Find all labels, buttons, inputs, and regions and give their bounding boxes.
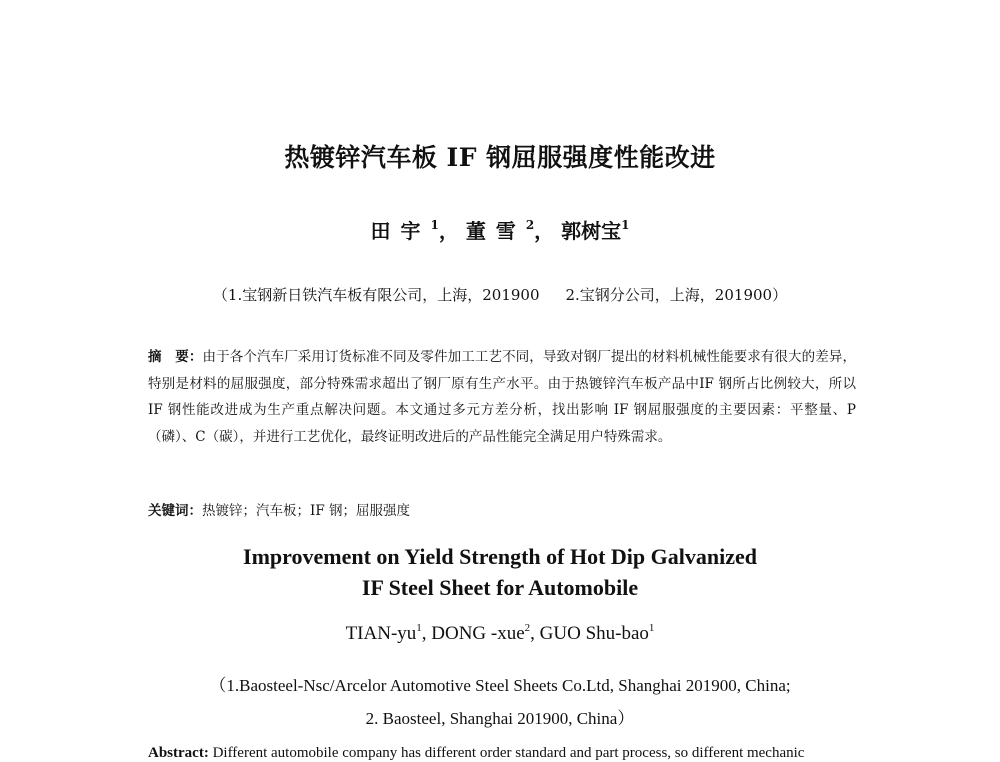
chinese-affiliations [0,284,1000,305]
english-abstract-text: Different automobile company has different order standard and part process, so different mechanic [212,745,805,761]
chinese-abstract-text: 由于各个汽车厂采用订货标准不同及零件加工工艺不同，导致对钢厂提出的材料机械性能要求有很大的差异，特别是材料的屈服强度，部分特殊需求超出了钢厂原有生产水平。由于热镀锌汽车板产品中IF 钢所占比例较大，所以 IF 钢性能改进成为生产重点解决问题。本文通过多元方差分析，找出影响 IF 钢屈服强度的主要因素：平整量、P（磷）、C（碳），并进行工艺优化，最终证明改进后的产品性能完全满足用户特殊需求。 [148,349,857,445]
chinese-keywords-text: 热镀锌；汽车板；IF 钢；屈服强度 [202,503,410,519]
chinese-author-list [0,215,1000,244]
english-abstract [148,745,856,762]
chinese-abstract-label: 摘 要： [148,349,203,365]
english-author-list [0,622,1000,645]
english-author: GUO Shu-bao$^1$ [539,622,655,644]
english-author: DONG -xue$^2$, [431,622,540,644]
english-title [0,541,1000,603]
chinese-title: 热镀锌汽车板 IF 钢屈服强度性能改进 [284,143,716,172]
english-affiliation-line-1: （1.Baosteel-Nsc/Arcelor Automotive Steel Sheets Co.Ltd, Shanghai 201900, China; [209,676,791,695]
english-affiliation-line-2: 2. Baosteel, Shanghai 201900, China） [365,709,635,728]
chinese-affiliation-2: 2.宝钢分公司，上海，201900） [565,286,788,304]
chinese-author: 郭树宝$^1$ [561,218,630,243]
english-title-line-1: Improvement on Yield Strength of Hot Dip Galvanized [243,544,757,569]
english-affiliations [0,669,1000,735]
chinese-abstract [148,344,856,450]
chinese-author: 董雪$^2$， [465,218,555,243]
chinese-author: 田宇$^1$， [370,218,459,243]
english-title-line-2: IF Steel Sheet for Automobile [361,575,639,600]
english-author: TIAN-$yu^1$, [345,622,432,644]
english-abstract-label: Abstract: [148,745,209,761]
chinese-keywords-label: 关键词： [148,503,202,519]
chinese-keywords [148,499,856,519]
chinese-affiliation-1: （1.宝钢新日铁汽车板有限公司，上海，201900 [212,286,540,304]
